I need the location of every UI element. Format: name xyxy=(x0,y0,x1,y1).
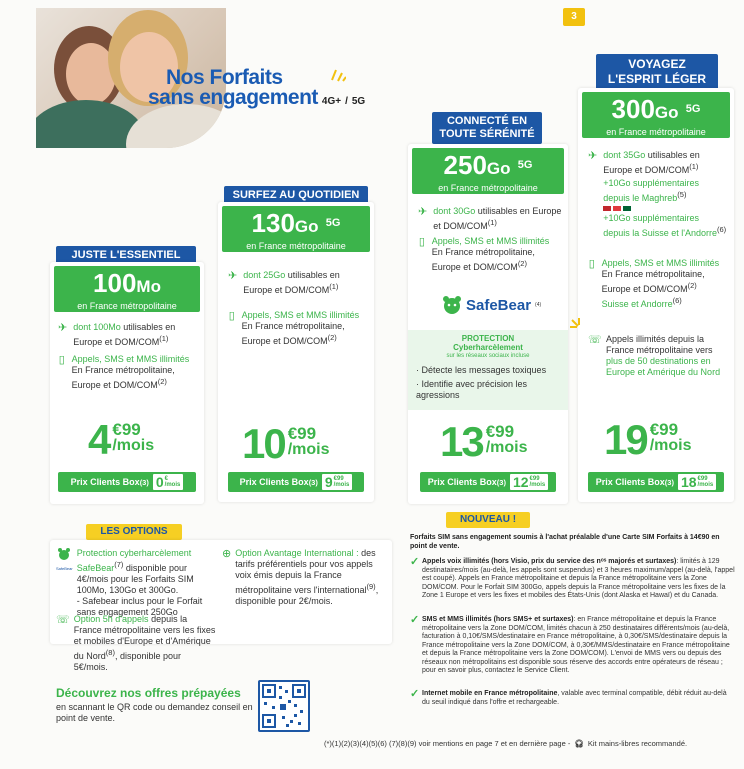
plan-2-data-amount: 130 xyxy=(251,208,295,238)
plan-4-clients-label: Prix Clients Box xyxy=(595,477,665,487)
plan-1-feature-data xyxy=(58,322,200,348)
plan-1-feature1-sup: (1) xyxy=(159,334,169,343)
safebear-sup: (4) xyxy=(535,302,542,308)
plan-3-feature2-title: Appels, SMS et MMS illimités xyxy=(431,236,550,246)
plan-3-tab xyxy=(432,112,542,144)
prepaid-section xyxy=(56,686,256,724)
plan-1-feature-calls xyxy=(58,354,200,391)
plan-2-feature2-sup: (2) xyxy=(327,333,337,342)
phone-icon: ▯ xyxy=(228,310,235,322)
plan-4-feature-calls xyxy=(588,258,728,310)
plan-4-region: en France métropolitaine xyxy=(606,127,706,137)
plan-3-card xyxy=(408,144,568,504)
phone-clock-icon: ☏ xyxy=(56,614,70,626)
plane-icon: ✈ xyxy=(58,322,68,334)
option-safebear xyxy=(56,548,216,618)
page-title-line1: Nos Forfaits xyxy=(166,66,283,89)
page-number-badge: 3 xyxy=(563,8,585,26)
network-4g: 4G+ xyxy=(321,96,342,107)
globe-icon: ⊕ xyxy=(222,548,232,560)
option2-title: Option 5h d'appels xyxy=(73,614,149,624)
plan-3-price xyxy=(440,418,528,465)
network-sep: / xyxy=(345,96,348,107)
options-tab: LES OPTIONS xyxy=(86,524,182,540)
plan-4-feature2-extra-sup: (6) xyxy=(672,296,682,305)
sparkle-icon xyxy=(570,318,588,336)
handsfree-icon: 🎧︎ xyxy=(574,739,584,748)
footnote-handsfree: Kit mains-libres recommandé. xyxy=(587,739,688,748)
plan-3-price-cents: €99 xyxy=(485,422,515,441)
plan-2-clients-sup: (3) xyxy=(308,477,318,487)
plan-1-card xyxy=(50,262,204,504)
plan-2-feature-calls xyxy=(228,310,368,347)
safebear-small-logo xyxy=(56,548,73,618)
plan-3-clients-price xyxy=(420,472,556,492)
plan-3-clients-label: Prix Clients Box xyxy=(427,477,497,487)
plan-1-clients-int: 0 xyxy=(155,474,164,490)
page-title-line2: sans engagement xyxy=(148,86,318,109)
plan-4-feature1b-sup: (5) xyxy=(677,190,687,199)
plan-4-clients-int: 18 xyxy=(680,474,697,490)
plan-3-feature1-prefix: dont 30Go xyxy=(433,206,476,216)
plan-2-network: 5G xyxy=(325,217,341,229)
legal-item-internet xyxy=(410,690,736,707)
plan-3-clients-period: /mois xyxy=(529,482,546,488)
plan-1-price xyxy=(88,416,155,463)
plan-4-data-box xyxy=(582,92,730,138)
plan-2-clients-cents: €99 xyxy=(333,476,344,482)
plan-4-clients-sup: (3) xyxy=(664,477,674,487)
plan-4-feature-intl xyxy=(588,334,728,378)
plan-4-tab xyxy=(596,54,718,90)
plan-2-price-int: 10 xyxy=(242,420,285,467)
legal-item2-text: : en France métropolitaine et depuis la France métropolitaine vers la Zone DOM/COM, limités chacun à 250 destinataires différents/mois (au-delà, facturation à 0,10€/SMS/destinataire en France métropolitaine, à 0,30€/SMS/destinataire depuis la France métropolitaine vers la Zone DOM/COM, à 0,30€/MMS/destinataire en France métropolitaine et depuis la France métropolitaine vers la Zone DOM/COM). L'envoi de MMS vers ou depuis des réseaux non métropolitains est disponible sous réserve des accords entre opérateurs de réseau ; pour en savoir plus, contactez le Service Client. xyxy=(422,616,730,674)
safebear-name: SafeBear xyxy=(466,296,532,314)
plan-1-region: en France métropolitaine xyxy=(77,301,177,311)
option3-text: des tarifs préférentiels pour vos appels voix émis depuis la France métropolitaine vers l'international xyxy=(235,548,376,595)
option1-note: - Safebear inclus pour le Forfait sans engagement 250Go xyxy=(76,596,203,617)
option3-price: , disponible pour 2€/mois. xyxy=(235,585,379,606)
plan-4-feature1-prefix: dont 35Go xyxy=(603,150,646,160)
plane-icon: ✈ xyxy=(588,150,598,162)
plan-1-feature1-rest: utilisables en Europe et DOM/COM xyxy=(73,322,176,347)
phone-icon: ▯ xyxy=(58,354,65,366)
plan-1-clients-label: Prix Clients Box xyxy=(70,477,140,487)
network-5g: 5G xyxy=(351,96,366,107)
option-international xyxy=(222,548,386,607)
plan-4-feature1-sup: (1) xyxy=(689,162,699,171)
plan-1-data-amount: 100 xyxy=(93,268,137,298)
plan-3-feature1-rest: utilisables en Europe et DOM/COM xyxy=(433,206,562,231)
plan-4-price-cents: €99 xyxy=(649,420,679,439)
legal-item-calls xyxy=(410,558,736,601)
protection-small: sur les réseaux sociaux incluse xyxy=(446,353,530,359)
prepaid-text: en scannant le QR code ou demandez conseil en point de vente. xyxy=(56,702,253,723)
legal-item1-title: Appels voix illimités (hors Visio, prix du service des nᵒˢ majorés et surtaxes) xyxy=(422,558,677,565)
plan-3-price-period: /mois xyxy=(485,439,528,456)
option3-title: Option Avantage International : xyxy=(235,548,359,558)
plan-4-tab-line1: VOYAGEZ xyxy=(628,57,686,71)
plan-1-clients-sup: (3) xyxy=(139,477,149,487)
option1-sup: (7) xyxy=(114,560,124,569)
plan-1-data-unit: Mo xyxy=(136,277,161,296)
plan-4-network: 5G xyxy=(685,103,701,115)
plan-3-data-box xyxy=(412,148,564,194)
option3-sup: (9) xyxy=(366,582,376,591)
plan-3-data-amount: 250 xyxy=(443,150,487,180)
plan-3-region: en France métropolitaine xyxy=(438,183,538,193)
plane-icon: ✈ xyxy=(228,270,238,282)
plan-3-network: 5G xyxy=(517,159,533,171)
legal-item1-text: : limités à 129 destinataires/mois (au-delà, les appels sont suspendus) et 3 heures maximum/appel (au-delà, l'appel est coupé). Appels en France métropolitaine et depuis la France métropolitaine vers la Zone DOM/COM. Pour le Forfait SIM 300Go, appels depuis la France métropolitaine vers les fixes de la Zone 1 Europe et vers les fixes et mobiles des États-Unis (dont Alaska et Hawaï) et du Canada. xyxy=(422,558,735,599)
phone-icon: ▯ xyxy=(588,258,595,270)
plan-2-region: en France métropolitaine xyxy=(246,241,346,251)
plan-3-feature1-sup: (1) xyxy=(487,218,497,227)
plan-2-feature2-title: Appels, SMS et MMS illimités xyxy=(241,310,360,320)
option2-text: depuis la France métropolitaine vers les fixes et mobiles d'Europe et d'Amérique du Nord xyxy=(73,614,216,661)
legal-intro-text: Forfaits SIM sans engagement soumis à l'achat préalable d'une Carte SIM Forfaits à 14€90 en point de vente. xyxy=(410,534,720,550)
plan-1-clients-cents: € xyxy=(164,476,168,482)
legal-item3-title: Internet mobile en France métropolitaine xyxy=(422,690,558,697)
protection-item-1: Détecte les messages toxiques xyxy=(421,365,547,375)
legal-item2-title: SMS et MMS illimités (hors SMS+ et surtaxes) xyxy=(422,616,574,623)
plan-2-tab: SURFEZ AU QUOTIDIEN xyxy=(224,186,368,205)
plan-2-feature1-prefix: dont 25Go xyxy=(243,270,286,280)
plan-4-data-unit: Go xyxy=(654,103,679,122)
plan-4-feature1c-sup: (6) xyxy=(717,225,727,234)
plan-1-tab: JUSTE L'ESSENTIEL xyxy=(56,246,196,265)
plan-1-price-period: /mois xyxy=(112,437,155,454)
plan-4-feature2-sup: (2) xyxy=(687,281,697,290)
plan-4-clients-cents: €99 xyxy=(697,476,708,482)
protection-item-2: Identifie avec précision les agressions xyxy=(416,379,528,400)
plan-2-price-cents: €99 xyxy=(287,424,317,443)
option1-title: Protection cyberharcèlement SafeBear xyxy=(76,548,192,573)
plan-4-feature3-green: plus de 50 destinations en Europe et Amérique du Nord xyxy=(606,356,721,377)
plan-3-tab-line2: TOUTE SÉRÉNITÉ xyxy=(439,128,535,140)
plan-4-tab-line2: L'ESPRIT LÉGER xyxy=(607,72,707,86)
plan-1-data-box xyxy=(54,266,200,312)
plan-4-feature2-text: En France métropolitaine, Europe et DOM/COM xyxy=(601,269,705,294)
plan-2-feature1-rest: utilisables en Europe et DOM/COM xyxy=(243,270,340,295)
plan-1-price-cents: €99 xyxy=(112,420,141,439)
page-title-row xyxy=(148,88,365,108)
flag-icon xyxy=(613,206,621,211)
plan-3-feature-data xyxy=(418,206,562,232)
legal-intro xyxy=(410,534,736,551)
flag-icon xyxy=(603,206,611,211)
plan-2-clients-period: /mois xyxy=(333,482,350,488)
plan-2-card xyxy=(218,202,374,502)
footnote xyxy=(324,740,736,749)
plan-4-price-int: 19 xyxy=(604,416,647,463)
plan-3-price-int: 13 xyxy=(440,418,483,465)
plan-4-feature3-text: Appels illimités depuis la France métropolitaine vers xyxy=(606,334,713,355)
plan-2-clients-label: Prix Clients Box xyxy=(239,477,309,487)
plan-2-price-period: /mois xyxy=(287,441,330,458)
phone-icon: ▯ xyxy=(418,236,425,248)
plan-3-feature2-text: En France métropolitaine, Europe et DOM/COM xyxy=(431,247,535,272)
plan-2-clients-int: 9 xyxy=(324,474,333,490)
plan-4-clients-period: /mois xyxy=(697,482,714,488)
plan-2-feature2-text: En France métropolitaine, Europe et DOM/COM xyxy=(241,321,345,346)
options-box xyxy=(50,540,392,672)
plan-1-price-int: 4 xyxy=(88,416,110,463)
plan-1-feature2-text: En France métropolitaine, Europe et DOM/COM xyxy=(71,365,175,390)
plan-2-clients-price xyxy=(228,472,364,492)
checkmark-icon: ✓ xyxy=(410,614,420,626)
plan-3-clients-cents: €99 xyxy=(529,476,540,482)
plan-3-tab-line1: CONNECTÉ EN xyxy=(446,115,528,127)
protection-box: PROTECTION Cyberharcèlement sur les réseaux sociaux incluse · Détecte les messages toxiques · Identifie avec précision les agressions xyxy=(408,330,568,410)
plan-4-feature1b: +10Go supplémentaires depuis le Maghreb xyxy=(603,178,700,203)
plan-4-price-period: /mois xyxy=(649,437,692,454)
protection-title: PROTECTION xyxy=(461,334,515,343)
plan-2-price xyxy=(242,420,330,467)
legal-item-sms xyxy=(410,616,736,676)
protection-subtitle: Cyberharcèlement xyxy=(453,343,523,352)
plan-4-feature2-extra: Suisse et Andorre xyxy=(601,299,673,309)
plan-3-feature-calls xyxy=(418,236,562,273)
prepaid-title: Découvrez nos offres prépayées xyxy=(56,686,241,700)
plan-4-card xyxy=(578,88,734,502)
checkmark-icon: ✓ xyxy=(410,688,420,700)
plan-3-clients-int: 12 xyxy=(512,474,529,490)
plane-icon: ✈ xyxy=(418,206,428,218)
safebear-small-label: SafeBear xyxy=(56,566,73,571)
flags-row xyxy=(603,206,728,211)
sparkle-icon xyxy=(330,68,346,82)
globe-phone-icon: ☏ xyxy=(588,334,602,346)
plan-2-data-box xyxy=(222,206,370,252)
plan-1-clients-price xyxy=(58,472,196,492)
plan-4-data-amount: 300 xyxy=(611,94,655,124)
option-5h-calls xyxy=(56,614,216,673)
safebear-logo xyxy=(442,296,541,314)
plan-2-data-unit: Go xyxy=(294,217,319,236)
checkmark-icon: ✓ xyxy=(410,556,420,568)
safebear-bear-icon xyxy=(442,296,462,314)
plan-4-clients-price xyxy=(588,472,724,492)
legal-item3-text: , valable avec terminal compatible, débit réduit au-delà du seuil indiqué dans l'offre et rechargeable. xyxy=(422,690,727,706)
plan-3-data-unit: Go xyxy=(486,159,511,178)
footnote-text: (*)(1)(2)(3)(4)(5)(6) (7)(8)(9) voir mentions en page 7 et en dernière page - xyxy=(324,739,571,748)
plan-4-feature2-title: Appels, SMS et MMS illimités xyxy=(601,258,720,268)
plan-2-feature1-sup: (1) xyxy=(329,282,339,291)
plan-1-feature1-prefix: dont 100Mo xyxy=(73,322,121,332)
plan-4-price xyxy=(604,416,692,463)
plan-3-clients-sup: (3) xyxy=(496,477,506,487)
option2-sup: (8) xyxy=(105,648,115,657)
option2-price: , disponible pour 5€/mois. xyxy=(73,651,182,672)
plan-4-feature-data xyxy=(588,150,728,239)
new-badge: NOUVEAU ! xyxy=(446,512,530,528)
plan-4-feature1-rest: utilisables en Europe et DOM/COM xyxy=(603,150,700,175)
qr-code[interactable] xyxy=(258,680,310,732)
plan-2-feature-data xyxy=(228,270,368,296)
plan-4-feature1c: +10Go supplémentaires depuis la Suisse et l'Andorre xyxy=(603,213,718,238)
option1-text: disponible pour 4€/mois pour les Forfaits SIM 100Mo, 130Go et 300Go. xyxy=(76,563,194,595)
plan-1-clients-period: /mois xyxy=(164,482,181,488)
plan-1-feature2-sup: (2) xyxy=(157,377,167,386)
flag-icon xyxy=(623,206,631,211)
plan-3-feature2-sup: (2) xyxy=(517,259,527,268)
plan-1-feature2-title: Appels, SMS et MMS illimités xyxy=(71,354,190,364)
